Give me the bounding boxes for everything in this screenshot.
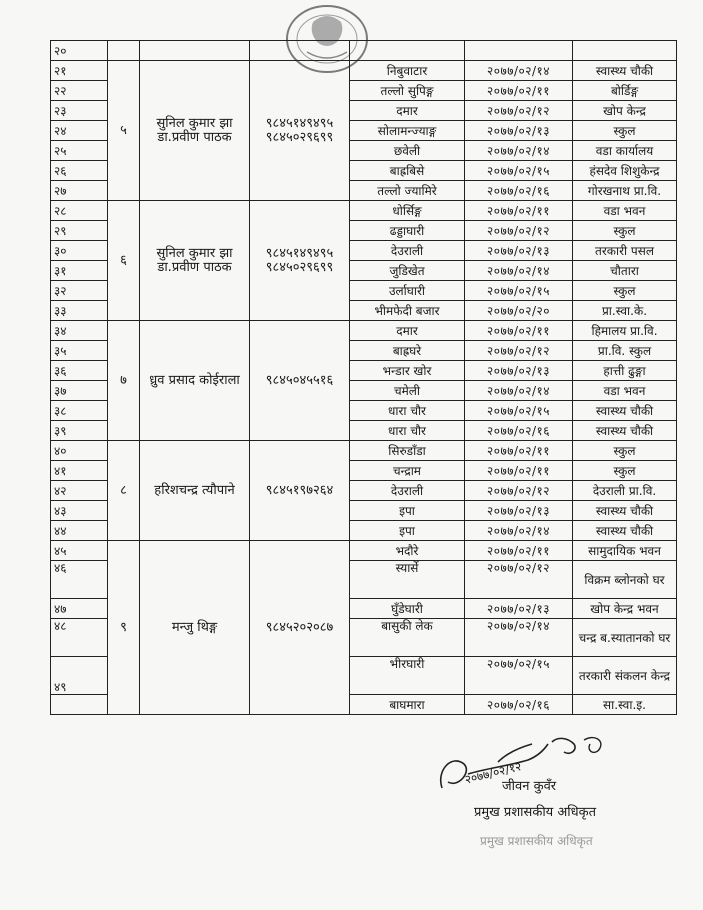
serial-number: ४३ [51, 501, 108, 521]
serial-number: ३६ [51, 361, 108, 381]
schedule-table [50, 40, 677, 715]
venue-cell: स्कुल [573, 461, 677, 481]
serial-number: ४० [51, 441, 108, 461]
date-cell: २०७७/०२/१२ [465, 341, 573, 361]
place-cell: निबुवाटार [350, 61, 465, 81]
place-cell: घुँडेघारी [350, 599, 465, 619]
venue-cell: स्कुल [573, 281, 677, 301]
place-cell: भन्डार खोर [350, 361, 465, 381]
place-cell: बाह्रघरे [350, 341, 465, 361]
venue-cell: स्वास्थ्य चौकी [573, 521, 677, 541]
venue-cell: स्कुल [573, 121, 677, 141]
phone-number: ९८४५२०२०८७ [250, 541, 350, 715]
serial-number: २१ [51, 61, 108, 81]
serial-number: २० [51, 41, 108, 61]
serial-number: ३४ [51, 321, 108, 341]
venue-cell: खोप केन्द्र भवन [573, 599, 677, 619]
date-cell: २०७७/०२/११ [465, 81, 573, 101]
date-cell: २०७७/०२/१३ [465, 121, 573, 141]
serial-number: ३८ [51, 401, 108, 421]
venue-cell: चौतारा [573, 261, 677, 281]
date-cell: २०७७/०२/१३ [465, 599, 573, 619]
venue-cell: स्कुल [573, 221, 677, 241]
venue-cell: स्वास्थ्य चौकी [573, 501, 677, 521]
date-cell: २०७७/०२/१४ [465, 61, 573, 81]
serial-number: २६ [51, 161, 108, 181]
date-cell: २०७७/०२/१२ [465, 101, 573, 121]
serial-number: ४४ [51, 521, 108, 541]
venue-cell: वडा कार्यालय [573, 141, 677, 161]
venue-cell: हंसदेव शिशुकेन्द्र [573, 161, 677, 181]
responsible-person [140, 61, 250, 201]
signatory-name: जीवन कुवँर [502, 779, 557, 794]
date-cell: २०७७/०२/१५ [465, 657, 573, 695]
date-cell: २०७७/०२/१४ [465, 141, 573, 161]
place-cell: बाघमारा [350, 695, 465, 715]
place-cell: उर्लाघारी [350, 281, 465, 301]
serial-number: ४९ [51, 657, 108, 695]
phone-number [250, 61, 350, 201]
place-cell: इपा [350, 501, 465, 521]
person-name: डा.प्रवीण पाठक [157, 259, 232, 275]
place-cell: धारा चौर [350, 401, 465, 421]
serial-number: ३७ [51, 381, 108, 401]
phone-number: ९८४५०४५५१६ [250, 321, 350, 441]
serial-number: ३२ [51, 281, 108, 301]
place-cell: धारा चौर [350, 421, 465, 441]
place-cell: भीरघारी [350, 657, 465, 695]
venue-cell: प्रा.स्वा.के. [573, 301, 677, 321]
phone-number [250, 201, 350, 321]
group-number: ५ [108, 61, 140, 201]
place-cell: बासुकी लेक [350, 619, 465, 657]
serial-number: ४२ [51, 481, 108, 501]
date-cell: २०७७/०२/११ [465, 201, 573, 221]
place-cell: तल्लो ज्यामिरे [350, 181, 465, 201]
person-name: सुनिल कुमार झा [156, 115, 233, 131]
group-number: ७ [108, 321, 140, 441]
venue-cell: वडा भवन [573, 381, 677, 401]
venue-cell: खोप केन्द्र [573, 101, 677, 121]
serial-number: ४७ [51, 599, 108, 619]
serial-number: ४१ [51, 461, 108, 481]
venue-cell: तरकारी संकलन केन्द्र [573, 657, 677, 695]
place-cell: ढड्डाघारी [350, 221, 465, 241]
venue-cell: सा.स्वा.इ. [573, 695, 677, 715]
place-cell: बाह्रबिसे [350, 161, 465, 181]
serial-number: २७ [51, 181, 108, 201]
serial-number: २५ [51, 141, 108, 161]
serial-number: २८ [51, 201, 108, 221]
group-number: ६ [108, 201, 140, 321]
serial-number: २२ [51, 81, 108, 101]
group-number: ८ [108, 441, 140, 541]
date-cell: २०७७/०२/१६ [465, 695, 573, 715]
venue-cell: विक्रम ब्लोनको घर [573, 561, 677, 599]
date-cell: २०७७/०२/१३ [465, 241, 573, 261]
venue-cell: हात्ती ढुङ्गा [573, 361, 677, 381]
serial-number: ३० [51, 241, 108, 261]
table-row [51, 41, 677, 61]
serial-number: ३३ [51, 301, 108, 321]
serial-number: ४८ [51, 619, 108, 657]
date-cell: २०७७/०२/१५ [465, 161, 573, 181]
venue-cell: तरकारी पसल [573, 241, 677, 261]
place-cell: स्यार्से [350, 561, 465, 599]
date-cell: २०७७/०२/१४ [465, 521, 573, 541]
responsible-person: मन्जु थिङ्ग [140, 541, 250, 715]
place-cell: सिरुडाँडा [350, 441, 465, 461]
phone-line: ९८४५०२९६९९ [265, 129, 334, 145]
phone-line: ९८४५१४९४९५ [265, 115, 334, 131]
date-cell: २०७७/०२/१२ [465, 481, 573, 501]
table-row [51, 61, 677, 81]
serial-number: ४६ [51, 561, 108, 599]
date-cell: २०७७/०२/११ [465, 441, 573, 461]
phone-line: ९८४५०२९६९९ [265, 259, 334, 275]
date-cell: २०७७/०२/२० [465, 301, 573, 321]
venue-cell: गोरखनाथ प्रा.वि. [573, 181, 677, 201]
place-cell: सोलामन्ज्याङ्ग [350, 121, 465, 141]
phone-number: ९८४५१९७२६४ [250, 441, 350, 541]
serial-number: २३ [51, 101, 108, 121]
date-cell [465, 41, 573, 61]
person-name: डा.प्रवीण पाठक [157, 129, 232, 145]
place-cell: भदौरे [350, 541, 465, 561]
place-cell: दमार [350, 101, 465, 121]
signature-block [428, 730, 668, 870]
venue-cell: हिमालय प्रा.वि. [573, 321, 677, 341]
place-cell: इपा [350, 521, 465, 541]
venue-cell: प्रा.वि. स्कुल [573, 341, 677, 361]
table-row [51, 321, 677, 341]
date-cell: २०७७/०२/१३ [465, 361, 573, 381]
venue-cell [573, 41, 677, 61]
venue-cell: देउराली प्रा.वि. [573, 481, 677, 501]
serial-number: ३९ [51, 421, 108, 441]
date-cell: २०७७/०२/१३ [465, 501, 573, 521]
date-cell: २०७७/०२/१५ [465, 401, 573, 421]
phone-line: ९८४५१४९४९५ [265, 245, 334, 261]
handwritten-date: २०७७/०२/१२ [463, 759, 523, 787]
date-cell: २०७७/०२/११ [465, 541, 573, 561]
date-cell: २०७७/०२/१४ [465, 381, 573, 401]
responsible-person: हरिशचन्द्र त्यौपाने [140, 441, 250, 541]
date-cell: २०७७/०२/१६ [465, 181, 573, 201]
table-row [51, 541, 677, 561]
serial-number: ४५ [51, 541, 108, 561]
place-cell: भीमफेदी बजार [350, 301, 465, 321]
date-cell: २०७७/०२/१४ [465, 261, 573, 281]
table-row [51, 441, 677, 461]
date-cell: २०७७/०२/१२ [465, 221, 573, 241]
venue-cell: वडा भवन [573, 201, 677, 221]
place-cell: चमेली [350, 381, 465, 401]
date-cell: २०७७/०२/१६ [465, 421, 573, 441]
venue-cell: स्वास्थ्य चौकी [573, 61, 677, 81]
place-cell: छवेली [350, 141, 465, 161]
venue-cell: चन्द्र ब.स्यातानको घर [573, 619, 677, 657]
place-cell [350, 41, 465, 61]
venue-cell: स्वास्थ्य चौकी [573, 401, 677, 421]
venue-cell: स्वास्थ्य चौकी [573, 421, 677, 441]
venue-cell: बोर्डिङ्ग [573, 81, 677, 101]
serial-number: ३५ [51, 341, 108, 361]
place-cell: दमार [350, 321, 465, 341]
date-cell: २०७७/०२/१५ [465, 281, 573, 301]
date-cell: २०७७/०२/११ [465, 461, 573, 481]
group-number: ९ [108, 541, 140, 715]
place-cell: चन्द्राम [350, 461, 465, 481]
serial-number: २९ [51, 221, 108, 241]
venue-cell: स्कुल [573, 441, 677, 461]
table-row [51, 201, 677, 221]
serial-number [51, 695, 108, 715]
date-cell: २०७७/०२/१२ [465, 561, 573, 599]
responsible-person [140, 201, 250, 321]
serial-number: ३१ [51, 261, 108, 281]
serial-number: २४ [51, 121, 108, 141]
venue-cell: सामुदायिक भवन [573, 541, 677, 561]
official-stamp: प्रमुख प्रशासकीय अधिकृत [480, 834, 593, 848]
place-cell: धोर्सिङ्ग [350, 201, 465, 221]
place-cell: देउराली [350, 241, 465, 261]
person-name: सुनिल कुमार झा [156, 245, 233, 261]
responsible-person: ध्रुव प्रसाद कोईराला [140, 321, 250, 441]
signatory-title: प्रमुख प्रशासकीय अधिकृत [474, 805, 597, 820]
date-cell: २०७७/०२/१४ [465, 619, 573, 657]
place-cell: तल्लो सुपिङ्ग [350, 81, 465, 101]
date-cell: २०७७/०२/११ [465, 321, 573, 341]
place-cell: देउराली [350, 481, 465, 501]
place-cell: जुडिखेत [350, 261, 465, 281]
